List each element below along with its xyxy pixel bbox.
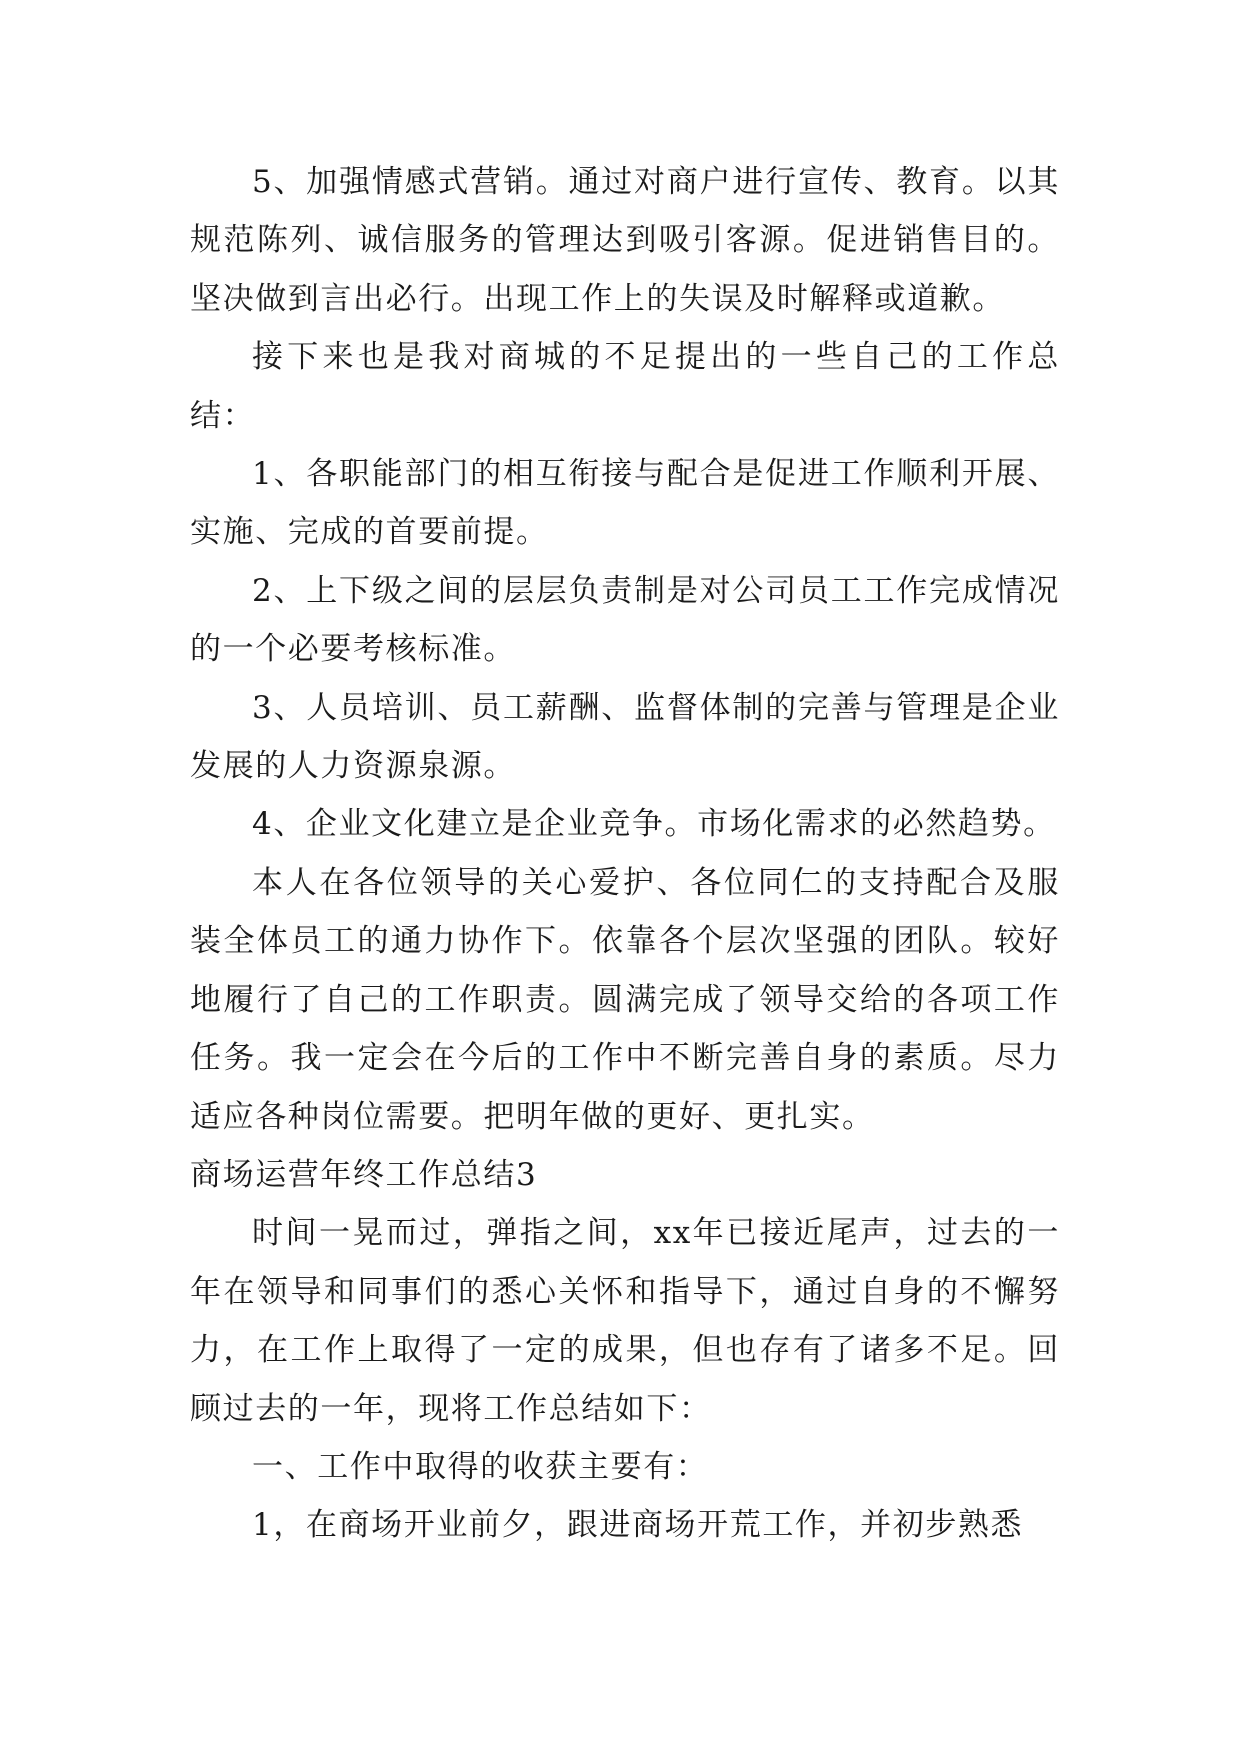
paragraph-intro: 时间一晃而过，弹指之间，xx年已接近尾声，过去的一年在领导和同事们的悉心关怀和指导下，通过自身的不懈努力，在工作上取得了一定的成果，但也存有了诸多不足。回顾过去的一年，现将工作总结如下： [190, 1215, 1060, 1427]
paragraph-summary-item-1: 1、各职能部门的相互衔接与配合是促进工作顺利开展、实施、完成的首要前提。 [190, 456, 1060, 551]
document-body [190, 153, 1060, 1555]
paragraph-summary-item-2: 2、上下级之间的层层负责制是对公司员工工作完成情况的一个必要考核标准。 [190, 572, 1060, 668]
section-title: 商场运营年终工作总结3 [190, 1156, 538, 1193]
paragraph-closing: 本人在各位领导的关心爱护、各位同仁的支持配合及服装全体员工的通力协作下。依靠各个层次坚强的团队。较好地履行了自己的工作职责。圆满完成了领导交给的各项工作任务。我一定会在今后的工作中不断完善自身的素质。尽力适应各种岗位需要。把明年做的更好、更扎实。 [190, 864, 1060, 1135]
paragraph-achievements-heading: 一、工作中取得的收获主要有： [252, 1448, 709, 1485]
paragraph-summary-item-3: 3、人员培训、员工薪酬、监督体制的完善与管理是企业发展的人力资源泉源。 [190, 689, 1060, 785]
paragraph-shortcomings-intro: 接下来也是我对商城的不足提出的一些自己的工作总结： [190, 339, 1060, 434]
paragraph-marketing-item-5: 5、加强情感式营销。通过对商户进行宣传、教育。以其规范陈列、诚信服务的管理达到吸引客源。促进销售目的。坚决做到言出必行。出现工作上的失误及时解释或道歉。 [190, 164, 1060, 317]
paragraph-achievement-item-1: 1，在商场开业前夕，跟进商场开荒工作，并初步熟悉 [252, 1507, 1024, 1544]
paragraph-summary-item-4: 4、企业文化建立是企业竞争。市场化需求的必然趋势。 [252, 806, 1056, 843]
